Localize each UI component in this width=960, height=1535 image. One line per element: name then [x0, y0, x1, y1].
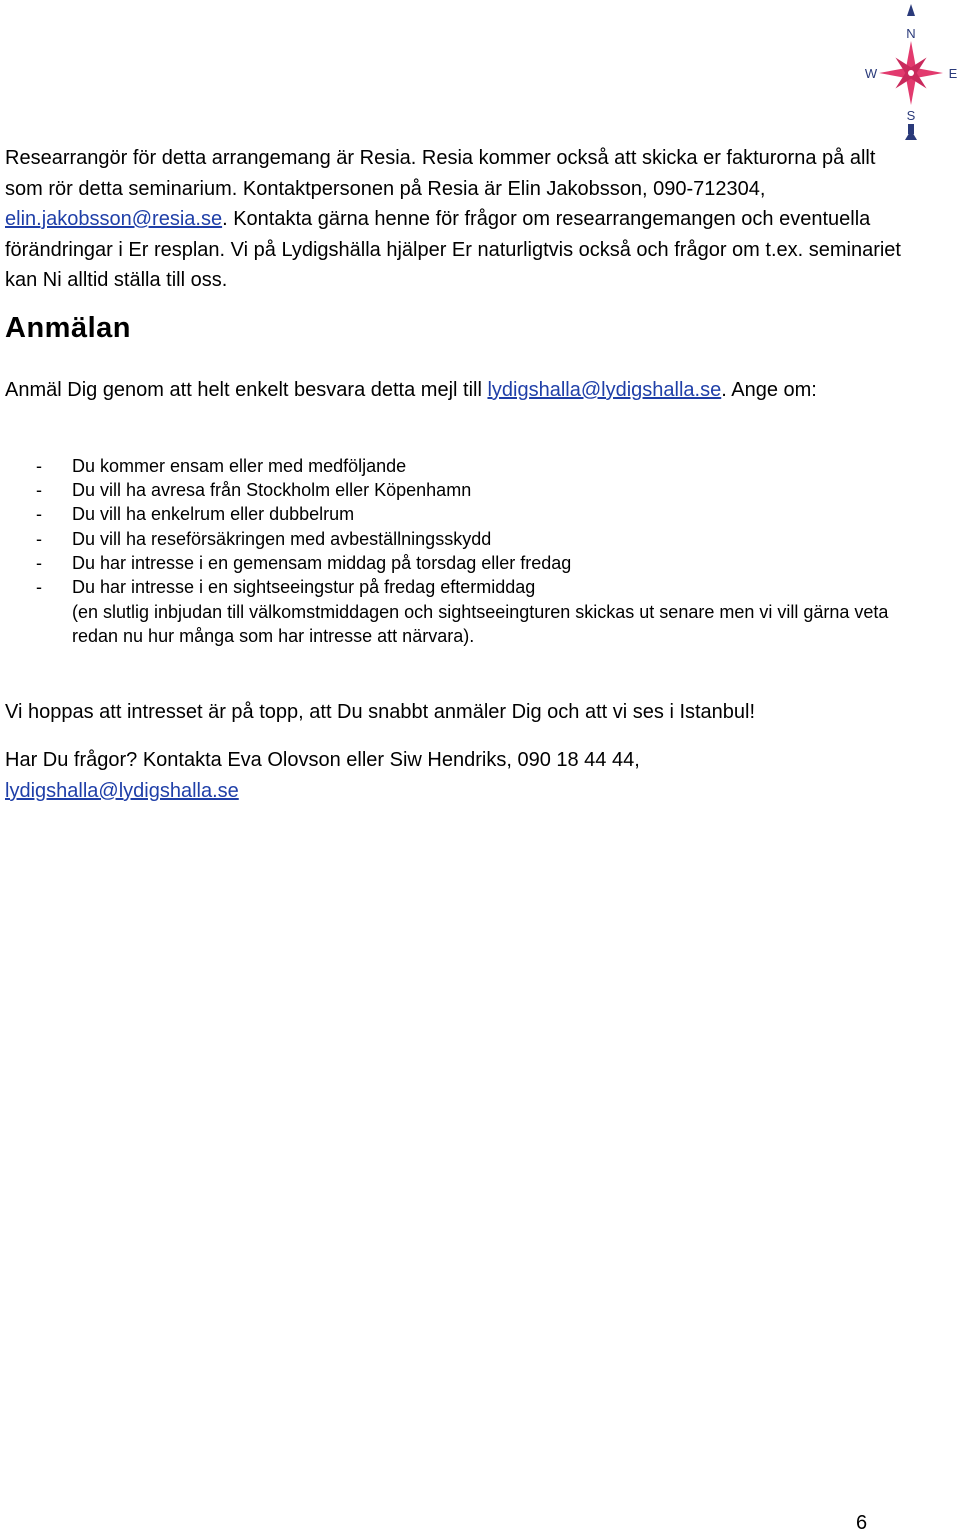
closing-sentence: Vi hoppas att intresset är på topp, att Du snabbt anmäler Dig och att vi ses i Istanbul!: [5, 701, 756, 723]
list-item-text: Du vill ha enkelrum eller dubbelrum: [72, 504, 355, 525]
list-dash: -: [36, 504, 42, 525]
list-item: [0, 502, 940, 526]
list-dash: -: [36, 552, 42, 573]
invitation-note: (en slutlig inbjudan till välkomstmiddagen och sightseeingturen skickas ut senare men vi vill gärna veta redan nu hur många som har intresse att närvara).: [72, 602, 889, 647]
list-item-text: Du har intresse i en sightseeingstur på fredag eftermiddag: [72, 577, 536, 598]
list-dash: -: [36, 480, 42, 501]
signup-paragraph: [5, 374, 905, 406]
list-item-text: Du vill ha avresa från Stockholm eller Köpenhamn: [72, 480, 472, 501]
signup-text-2: . Ange om:: [721, 379, 817, 401]
compass-rose-logo: [860, 2, 960, 142]
intro-text-2: . Kontakta gärna henne för frågor om researrangemangen och eventuella förändringar i Er resplan. Vi på Lydigshälla hjälper Er naturligtvis också och frågor om t.ex. seminariet kan Ni alltid ställa till oss.: [5, 208, 901, 291]
resia-email-link[interactable]: elin.jakobsson@resia.se: [5, 208, 223, 230]
compass-letter-s: S: [906, 108, 916, 123]
intro-paragraph: [5, 143, 905, 296]
contact-text: Har Du frågor? Kontakta Eva Olovson eller Siw Hendriks, 090 18 44 44,: [5, 749, 640, 771]
section-heading: Anmälan: [5, 312, 131, 344]
list-dash: -: [36, 456, 42, 476]
contact-email-link[interactable]: lydigshalla@lydigshalla.se: [5, 780, 239, 802]
list-item-text: Du kommer ensam eller med medföljande: [72, 456, 407, 476]
page-number: 6: [856, 1512, 868, 1534]
options-list: [0, 454, 940, 599]
intro-text-1: Researrangör för detta arrangemang är Resia. Resia kommer också att skicka er fakturorna på allt som rör detta seminarium. Kontaktpersonen på Resia är Elin Jakobsson, 090-712304,: [5, 147, 876, 200]
compass-letter-w: W: [864, 66, 878, 81]
compass-letter-n: N: [906, 26, 916, 41]
list-item: [0, 478, 940, 502]
list-dash: -: [36, 528, 42, 549]
list-item-text: Du har intresse i en gemensam middag på torsdag eller fredag: [72, 552, 572, 573]
compass-letter-e: E: [948, 66, 958, 81]
list-item: [0, 575, 940, 599]
signup-email-link[interactable]: lydigshalla@lydigshalla.se: [487, 379, 722, 401]
contact-paragraph: [5, 745, 905, 807]
signup-text-1: Anmäl Dig genom att helt enkelt besvara detta mejl till: [5, 379, 488, 401]
list-dash: -: [36, 577, 42, 598]
list-item: [0, 551, 940, 575]
list-item: [0, 527, 940, 551]
list-item: [0, 454, 940, 478]
list-item-text: Du vill ha reseförsäkringen med avbeställningsskydd: [72, 528, 492, 549]
